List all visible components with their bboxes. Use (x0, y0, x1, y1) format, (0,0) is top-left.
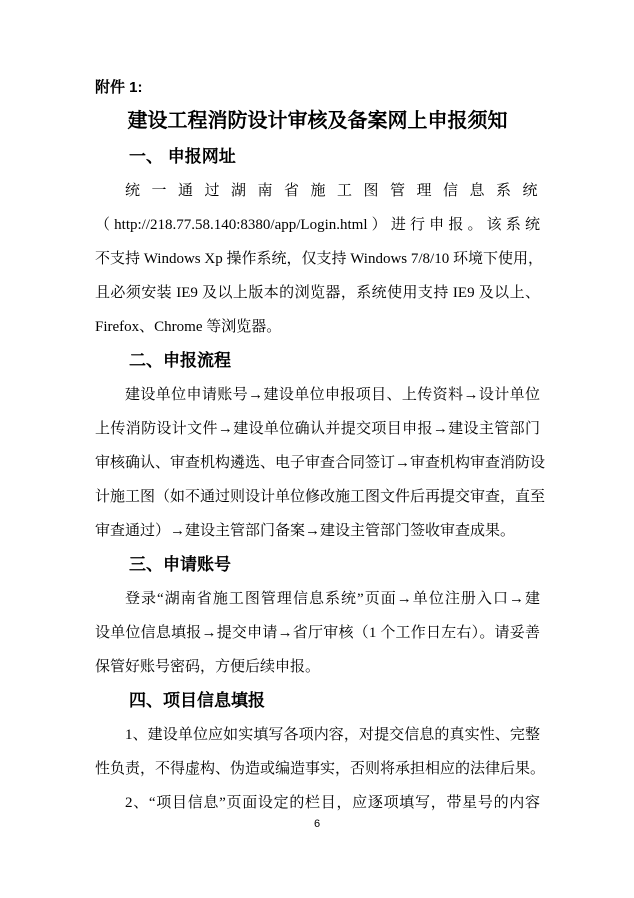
body-line: 计施工图（如不通过则设计单位修改施工图文件后再提交审查，直至 (95, 489, 546, 505)
body-line: 审核确认、审查机构遴选、电子审查合同签订→审查机构审查消防设 (95, 455, 546, 471)
body-line: 上传消防设计文件→建设单位确认并提交项目申报→建设主管部门 (95, 421, 540, 437)
document-title: 建设工程消防设计审核及备案网上申报须知 (127, 110, 508, 132)
body-line: 且必须安装 IE9 及以上版本的浏览器，系统使用支持 IE9 及以上、 (95, 285, 540, 301)
body-line: 性负责，不得虚构、伪造或编造事实，否则将承担相应的法律后果。 (95, 761, 546, 777)
body-line: 统一通过湖南省施工图管理信息系统 (125, 183, 550, 199)
body-line: 1、建设单位应如实填写各项内容，对提交信息的真实性、完整 (125, 727, 540, 743)
body-line: 登录“湖南省施工图管理信息系统”页面→单位注册入口→建 (125, 591, 540, 607)
section-heading-2: 二、申报流程 (129, 351, 231, 370)
section-heading-1: 一、 申报网址 (129, 147, 236, 166)
section-heading-3: 三、申请账号 (129, 555, 231, 574)
body-line: 不支持 Windows Xp 操作系统，仅支持 Windows 7/8/10 环境下使用， (95, 251, 543, 267)
body-line: Firefox、Chrome 等浏览器。 (95, 319, 282, 335)
body-line-url: （http://218.77.58.140:8380/app/Login.html）进行申报。该系统 (95, 217, 540, 233)
body-line: 保管好账号密码，方便后续申报。 (95, 659, 321, 675)
section-heading-4: 四、项目信息填报 (129, 691, 265, 710)
body-line: 2、“项目信息”页面设定的栏目，应逐项填写，带星号的内容 (125, 795, 540, 811)
body-line: 建设单位申请账号→建设单位申报项目、上传资料→设计单位 (125, 387, 540, 403)
body-line: 设单位信息填报→提交申请→省厅审核（1 个工作日左右）。请妥善 (95, 625, 540, 641)
body-line: 审查通过）→建设主管部门备案→建设主管部门签收审查成果。 (95, 523, 516, 539)
attachment-label: 附件 1: (95, 79, 143, 96)
page-number: 6 (313, 818, 321, 830)
